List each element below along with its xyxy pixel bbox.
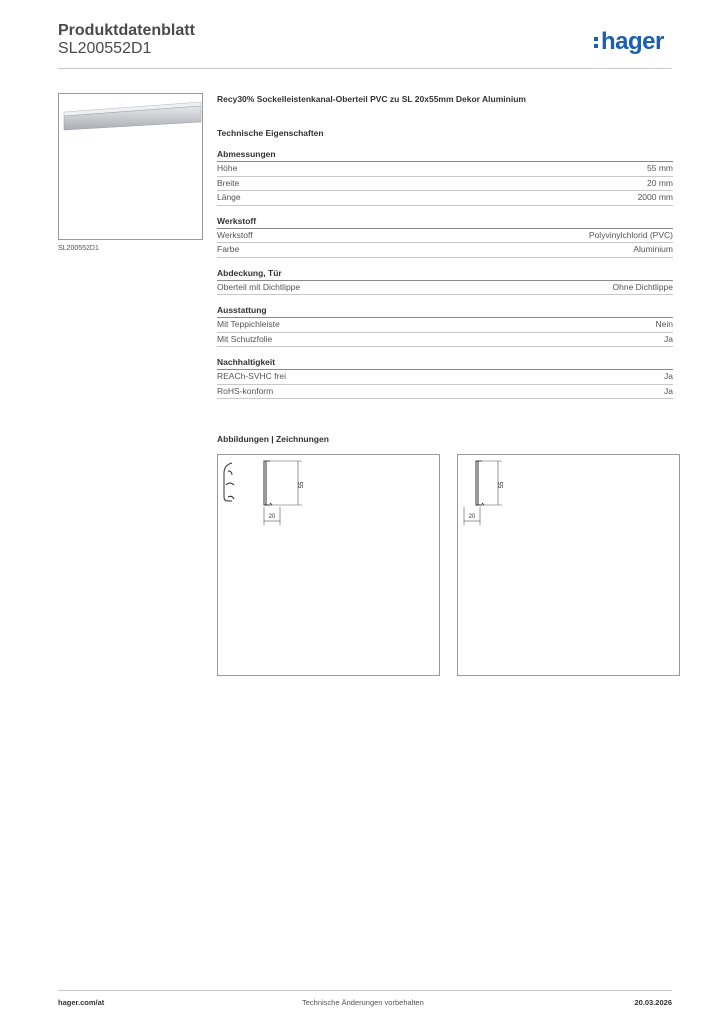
spec-value: Aluminium xyxy=(633,244,673,254)
spec-value: 55 mm xyxy=(647,163,673,173)
footer-date: 20.03.2026 xyxy=(634,998,672,1007)
image-caption: SL200552D1 xyxy=(58,245,99,252)
header-divider xyxy=(58,68,672,69)
spec-content xyxy=(217,94,673,399)
spec-row xyxy=(217,318,673,333)
profile-drawing-icon xyxy=(218,455,441,677)
product-image xyxy=(58,93,203,240)
spec-label: Farbe xyxy=(217,244,240,254)
drawing-1 xyxy=(217,454,440,676)
spec-label: Oberteil mit Dichtlippe xyxy=(217,281,301,292)
spec-row xyxy=(217,333,673,348)
spec-row xyxy=(217,370,673,385)
spec-value: 2000 mm xyxy=(637,192,673,202)
product-render-icon xyxy=(59,94,204,241)
dimension-drawing-icon xyxy=(458,455,681,677)
spec-value: Ja xyxy=(664,371,673,381)
spec-row xyxy=(217,162,673,177)
dim-width-label: 20 xyxy=(268,514,276,520)
spec-row xyxy=(217,177,673,192)
spec-value: Ja xyxy=(664,385,673,396)
product-code: SL200552D1 xyxy=(58,40,152,57)
spec-label: Höhe xyxy=(217,163,238,173)
spec-label: REACh-SVHC frei xyxy=(217,371,286,381)
spec-label: Werkstoff xyxy=(217,229,253,240)
spec-row xyxy=(217,191,673,206)
spec-value: Ohne Dichtlippe xyxy=(612,281,673,292)
spec-value: Nein xyxy=(655,319,673,329)
footer-disclaimer: Technische Änderungen vorbehalten xyxy=(302,998,424,1007)
section-heading: Abdeckung, Tür xyxy=(217,268,673,281)
spec-label: Breite xyxy=(217,177,240,188)
drawings-heading: Abbildungen | Zeichnungen xyxy=(217,434,329,444)
section-heading: Ausstattung xyxy=(217,305,673,318)
footer-website-link[interactable]: hager.com/at xyxy=(58,998,105,1007)
dim-height-label: 55 xyxy=(299,481,305,489)
logo-dots-icon xyxy=(594,34,600,51)
spec-value: 20 mm xyxy=(647,177,673,188)
section-heading: Werkstoff xyxy=(217,216,673,229)
spec-label: Mit Teppichleiste xyxy=(217,319,280,329)
spec-label: RoHS-konform xyxy=(217,385,274,396)
spec-label: Länge xyxy=(217,192,241,202)
drawing-2 xyxy=(457,454,680,676)
spec-row xyxy=(217,281,673,296)
spec-row xyxy=(217,229,673,244)
spec-row xyxy=(217,385,673,400)
page-title: Produktdatenblatt xyxy=(58,22,195,39)
spec-value: Ja xyxy=(664,333,673,344)
logo-text: hager xyxy=(601,28,664,55)
hager-logo xyxy=(594,28,664,56)
section-heading: Nachhaltigkeit xyxy=(217,357,673,370)
spec-label: Mit Schutzfolie xyxy=(217,333,273,344)
spec-row xyxy=(217,243,673,258)
dim-height-label: 55 xyxy=(499,481,505,489)
spec-value: Polyvinylchlorid (PVC) xyxy=(588,229,673,240)
dim-width-label: 20 xyxy=(468,514,476,520)
footer-divider xyxy=(58,990,672,991)
tech-heading: Technische Eigenschaften xyxy=(217,128,324,138)
product-title: Recy30% Sockelleistenkanal-Oberteil PVC zu SL 20x55mm Dekor Aluminium xyxy=(217,94,526,104)
section-heading: Abmessungen xyxy=(217,149,673,162)
